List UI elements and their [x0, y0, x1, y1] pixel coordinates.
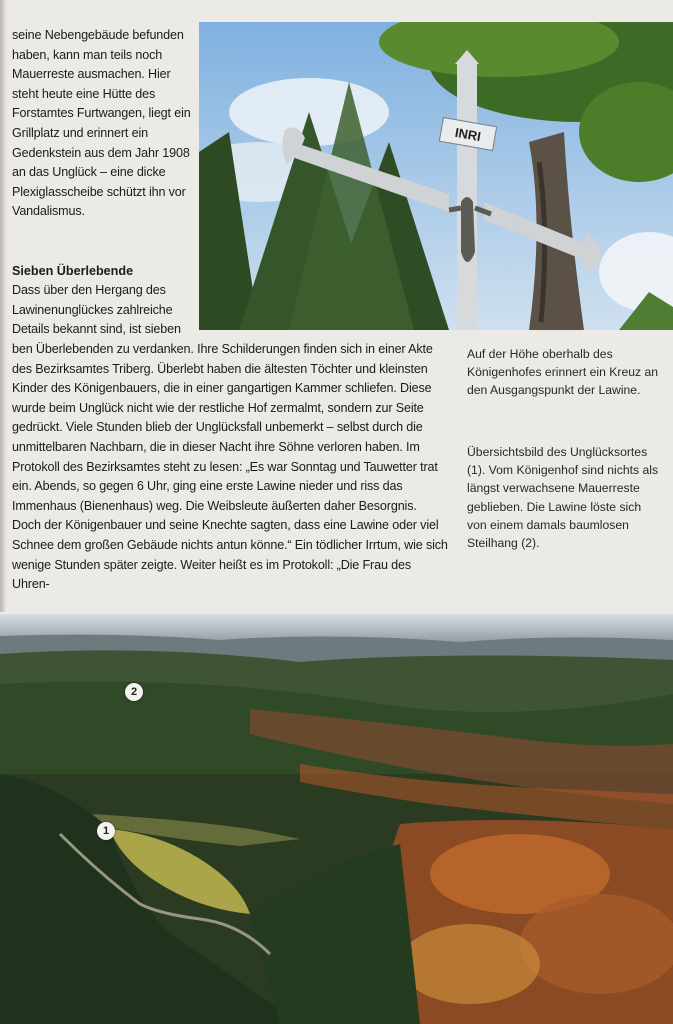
section-heading: Sieben Überlebende [12, 264, 134, 278]
left-column-text [12, 26, 194, 222]
caption-overview: Übersichtsbild des Unglücksortes (1). Vom Königenhof sind nichts als längst verwachsene Mauerreste geblieben. Die Lawine löste sich von einem damals baumlosen Steilhang (2). [467, 445, 659, 551]
valley-aerial-photo [0, 614, 673, 1024]
section-intro-text: Dass über den Hergang des Lawinenunglückes zahlreiche Details bekannt sind, ist sieben [12, 283, 181, 337]
caption-cross: Auf der Höhe oberhalb des Königenhofes erinnert ein Kreuz an den Ausgangspunkt der Lawine. [467, 347, 659, 398]
paragraph-intro: seine Nebengebäude befunden haben, kann man teils noch Mauerreste ausmachen. Hier steht heute eine Hütte des Forstamtes Furtwangen, liegt ein Grillplatz und erinnert ein Gedenkstein aus dem Jahr 1908 an das Unglück – eine dicke Plexiglasscheibe schützt ihn vor Vandalismus. [12, 28, 191, 219]
cross-photo [199, 22, 673, 330]
section-body-text: ben Überlebenden zu verdanken. Ihre Schilderungen finden sich in einer Akte des Bezirksamtes Triberg. Überlebt haben die ältesten Töchter und kleinsten Kinder des Königenbauers, die in einer gangartigen Kammer schliefen. Diese wurde beim Unglück nicht wie der restliche Hof zermalmt, sondern zur Seite gedrückt. Viele Stunden blieb der Unglücksfall unbemerkt – selbst durch die unmittelbaren Nachbarn, die in dieser Nacht ihre Söhne verloren haben. Im Protokoll des Bezirksamtes steht zu lesen: „Es war Sonntag und Tauwetter trat ein. Abends, so gegen 6 Uhr, ging eine erste Lawine nieder und riss das Immenhaus (Bienenhaus) weg. Die Weibsleute äußerten daher Besorgnis. Doch der Königenbauer und seine Knechte sagten, dass eine Lawine oder viel Schnee dem großen Gebäude nichts antun könne.“ Ein tödlicher Irrtum, wie sich wenige Stunden später zeigte. Weiter heißt es im Protokoll: „Die Frau des Uhren- [12, 342, 448, 592]
location-marker-2: 2 [125, 683, 143, 701]
page-gutter [0, 0, 6, 612]
inri-sign: INRI [453, 124, 483, 145]
location-marker-1: 1 [97, 822, 115, 840]
valley-photo-illustration [0, 614, 673, 1024]
cross-photo-illustration [199, 22, 673, 330]
